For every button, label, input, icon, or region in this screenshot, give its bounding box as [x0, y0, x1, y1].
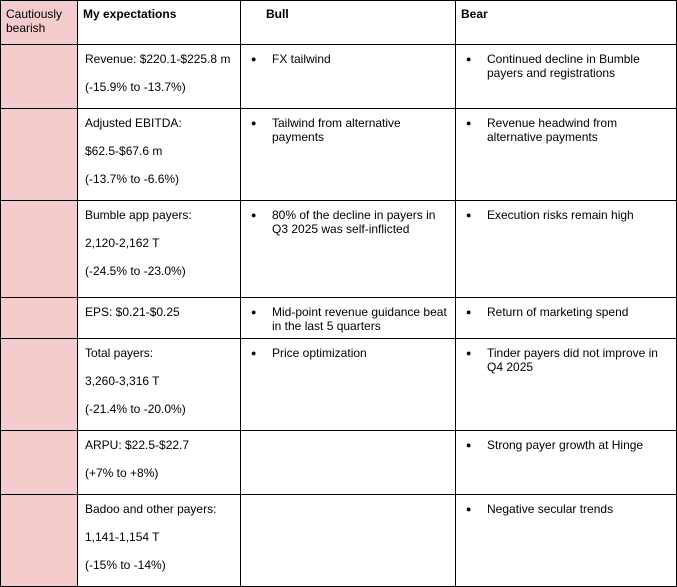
bear-point: ● Tinder payers did not improve in Q4 2025 [487, 346, 668, 374]
table-row [1, 109, 677, 201]
bull-cell [241, 109, 456, 201]
expectation-cell [78, 298, 241, 339]
bull-cell [241, 339, 456, 431]
expectation-line: (-13.7% to -6.6%) [85, 172, 180, 186]
expectations-header: My expectations [78, 1, 241, 45]
expectation-cell [78, 201, 241, 298]
expectation-line: Bumble app payers: [85, 208, 192, 222]
table-row [1, 431, 677, 495]
bear-point: ● Revenue headwind from alternative payments [487, 116, 668, 144]
table-row [1, 495, 677, 587]
table-row [1, 201, 677, 298]
stance-cell [1, 45, 78, 109]
expectation-line: (-24.5% to -23.0%) [85, 264, 186, 278]
expectation-line: (-15.9% to -13.7%) [85, 80, 186, 94]
bull-cell [241, 495, 456, 587]
stance-header: Cautiously bearish [1, 1, 78, 45]
expectation-line: Total payers: [85, 346, 154, 360]
bear-cell [456, 201, 677, 298]
bear-cell [456, 298, 677, 339]
expectation-line: ARPU: $22.5-$22.7 [85, 438, 190, 452]
expectation-line: Badoo and other payers: [85, 502, 217, 516]
expectation-cell [78, 339, 241, 431]
bull-point: ● 80% of the decline in payers in Q3 2025 was self-inflicted [272, 208, 447, 236]
table-row [1, 45, 677, 109]
expectation-cell [78, 109, 241, 201]
bear-point: ● Strong payer growth at Hinge [487, 438, 668, 452]
stance-cell [1, 431, 78, 495]
stance-cell [1, 201, 78, 298]
bear-cell [456, 45, 677, 109]
expectation-cell [78, 495, 241, 587]
bear-point: ● Negative secular trends [487, 502, 668, 516]
stance-cell [1, 298, 78, 339]
table-row [1, 298, 677, 339]
expectation-line: $62.5-$67.6 m [85, 144, 163, 158]
bull-cell [241, 431, 456, 495]
expectation-line: Revenue: $220.1-$225.8 m [85, 52, 231, 66]
expectation-line: 2,120-2,162 T [85, 236, 160, 250]
bull-point: ● Mid-point revenue guidance beat in the last 5 quarters [272, 305, 447, 333]
bull-point: ● Tailwind from alternative payments [272, 116, 447, 144]
bear-point: ● Return of marketing spend [487, 305, 668, 319]
bull-cell [241, 201, 456, 298]
stance-cell [1, 109, 78, 201]
bear-header: Bear [456, 1, 677, 45]
table-row [1, 339, 677, 431]
bear-cell [456, 495, 677, 587]
expectation-line: Adjusted EBITDA: [85, 116, 182, 130]
expectation-line: EPS: $0.21-$0.25 [85, 305, 180, 319]
bear-cell [456, 339, 677, 431]
expectation-line: (-21.4% to -20.0%) [85, 402, 186, 416]
expectation-line: (+7% to +8%) [85, 466, 159, 480]
bear-point: ● Continued decline in Bumble payers and registrations [487, 52, 668, 80]
expectation-line: 3,260-3,316 T [85, 374, 160, 388]
header-row [1, 1, 677, 45]
stance-cell [1, 495, 78, 587]
expectation-line: (-15% to -14%) [85, 558, 166, 572]
bear-cell [456, 431, 677, 495]
bull-header: Bull [241, 1, 456, 45]
expectation-line: 1,141-1,154 T [85, 530, 160, 544]
bull-point: ● FX tailwind [272, 52, 447, 66]
bear-point: ● Execution risks remain high [487, 208, 668, 222]
expectation-cell [78, 45, 241, 109]
bull-cell [241, 298, 456, 339]
bear-cell [456, 109, 677, 201]
bull-cell [241, 45, 456, 109]
stance-cell [1, 339, 78, 431]
bull-point: ● Price optimization [272, 346, 447, 360]
expectation-cell [78, 431, 241, 495]
